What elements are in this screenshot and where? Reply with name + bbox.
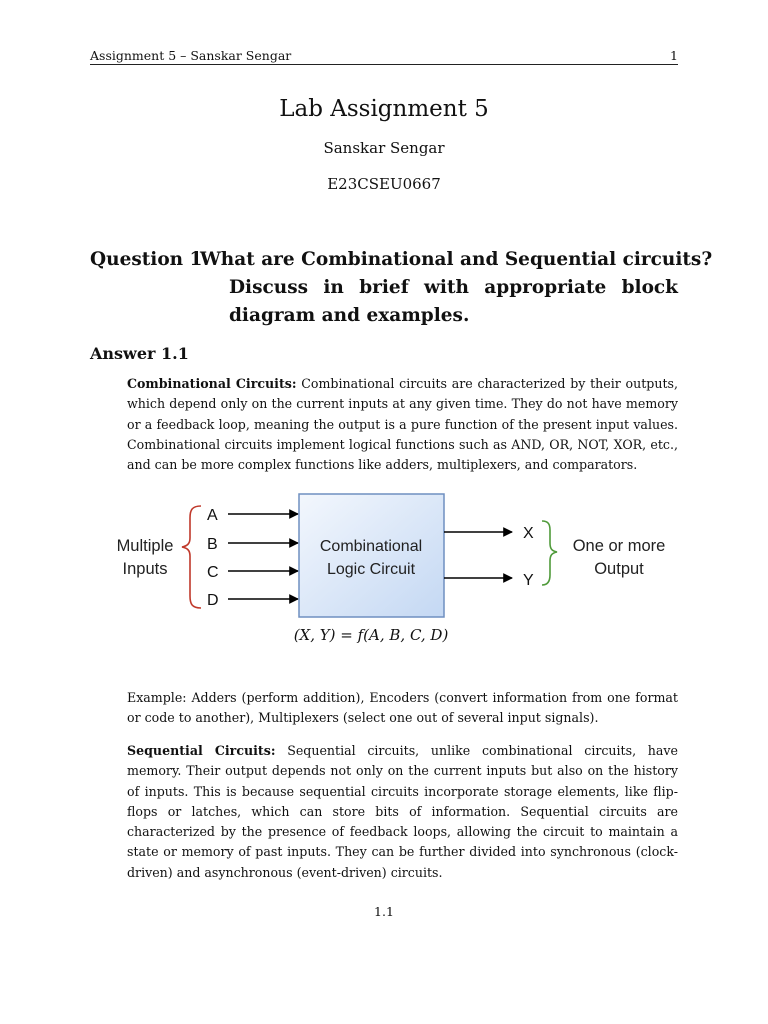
inputs-label-line2: Inputs <box>122 560 168 578</box>
input-label-c: C <box>207 564 219 581</box>
logic-block-label-line1: Combinational <box>319 538 423 555</box>
running-header-title: Assignment 5 – Sanskar Sengar <box>90 48 292 63</box>
output-arrows <box>444 532 512 578</box>
sequential-term: Sequential Circuits: <box>127 743 276 758</box>
input-label-a: A <box>207 507 218 524</box>
enrollment-id: E23CSEU0667 <box>327 175 441 193</box>
function-formula: (X, Y) = f(A, B, C, D) <box>293 626 449 644</box>
title-block <box>0 94 768 194</box>
inputs-label-line1: Multiple <box>116 537 174 555</box>
combinational-text: Combinational circuits are characterized by their outputs, which depend only on the current inputs at any given time. They do not have memory or a feedback loop, meaning the output is a pure function of the present input values. Combinational circuits implement logical functions such as AND, OR, NOT, XOR, etc., and can be more complex functions like adders, multiplexers, and comparators. <box>127 376 678 473</box>
section-number-footer: 1.1 <box>374 904 394 919</box>
question-text-line1: What are Combinational and Sequential circuits? <box>200 249 713 270</box>
sequential-text: Sequential circuits, unlike combinational circuits, have memory. Their output depends not only on the current inputs but also on the history of inputs. This is because sequential circuits incorporate storage elements, like flip-flops or latches, which can store bits of information. Sequential circuits are characterized by the presence of feedback loops, allowing the circuit to maintain a state or memory of past inputs. They can be further divided into synchronous (clock-driven) and asynchronous (event-driven) circuits. <box>127 743 678 880</box>
input-labels <box>207 507 219 609</box>
document-title: Lab Assignment 5 <box>279 96 489 122</box>
outputs-label-line1: One or more <box>572 537 666 555</box>
logic-block <box>299 494 444 617</box>
input-label-d: D <box>207 592 219 609</box>
output-brace <box>542 521 557 585</box>
output-label-x: X <box>523 525 534 542</box>
input-arrows <box>228 514 298 599</box>
question-label: Question 1 <box>90 249 203 270</box>
outputs-label-line2: Output <box>594 560 644 578</box>
input-label-b: B <box>207 536 218 553</box>
combinational-block-diagram <box>100 488 680 653</box>
running-header <box>90 49 678 65</box>
logic-block-label-line2: Logic Circuit <box>326 561 416 578</box>
question-text-rest: Discuss in brief with appropriate block diagram and examples. <box>229 277 678 326</box>
combinational-term: Combinational Circuits: <box>127 376 297 391</box>
answer-heading: Answer 1.1 <box>90 344 189 363</box>
author-name: Sanskar Sengar <box>323 139 445 157</box>
input-brace <box>182 506 201 608</box>
example-paragraph: Example: Adders (perform addition), Encoders (convert information from one format or code to another), Multiplexers (select one out of several input signals). <box>127 690 678 726</box>
output-label-y: Y <box>523 572 534 589</box>
question-heading <box>90 246 713 330</box>
sequential-paragraph <box>127 741 678 883</box>
running-header-page-number: 1 <box>670 48 678 63</box>
combinational-paragraph <box>127 374 678 475</box>
